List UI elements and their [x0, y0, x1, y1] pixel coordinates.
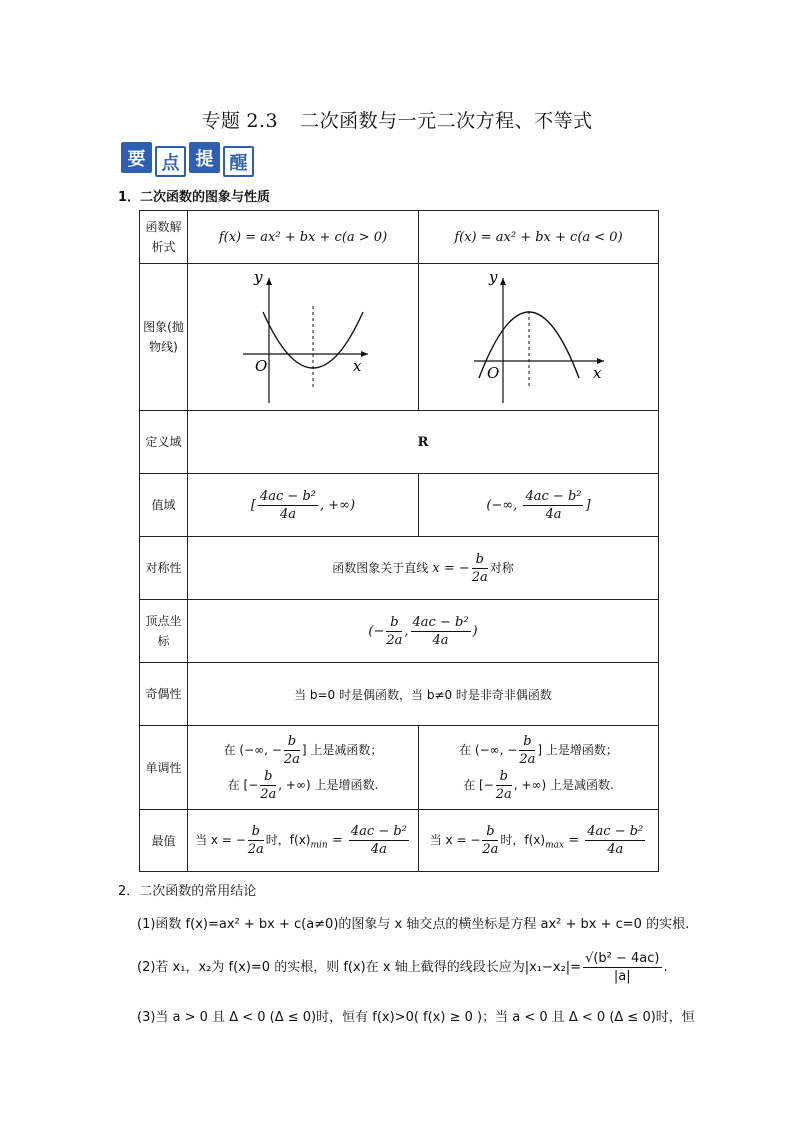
key-points-badge — [121, 142, 254, 173]
badge-char: 要 — [121, 142, 152, 173]
cell: f(x) = ax² + bx + c(a > 0) — [188, 211, 419, 264]
cell: 在 (−∞, − $\frac{b}{2a}$ ] 上是减函数； 在 [− $\frac{b}{2a}$ , +∞) 上是增函数. — [188, 726, 419, 810]
cell: 函数图象关于直线 x = − $\frac{b}{2a}$ 对称 — [188, 537, 659, 600]
row-label: 值域 — [140, 474, 188, 537]
properties-table — [139, 210, 659, 872]
cell: R — [188, 411, 659, 474]
table-row — [140, 264, 659, 411]
page-title: 专题 2.3 二次函数与一元二次方程、不等式 — [201, 110, 593, 132]
paragraph-2: (2)若 x₁，x₂为 f(x)=0 的实根，则 f(x)在 x 轴上截得的线段长应为|x₁−x₂|= $\frac{\text{√(b² − 4ac)}}{|a|}$ . — [137, 951, 668, 984]
cell: 当 x = − $\frac{b}{2a}$ 时，$f(x)_{min}$ = $\frac{\text{4ac − b²}}{4a}$ — [188, 810, 419, 872]
parabola-up-graph — [233, 266, 373, 404]
y-axis-label: y — [488, 268, 497, 286]
table-row — [140, 474, 659, 537]
section-heading-2: 2．二次函数的常用结论 — [118, 884, 257, 899]
row-label: 函数解析式 — [140, 211, 188, 264]
graph-downward-parabola — [419, 264, 659, 411]
origin-label: O — [486, 364, 499, 382]
section-heading-1: 1．二次函数的图象与性质 — [118, 190, 271, 205]
table-row — [140, 600, 659, 663]
y-axis-label: y — [254, 268, 263, 286]
origin-label: O — [255, 357, 268, 375]
cell: f(x) = ax² + bx + c(a < 0) — [419, 211, 659, 264]
table-row — [140, 411, 659, 474]
row-label: 奇偶性 — [140, 663, 188, 726]
x-axis-label: x — [353, 357, 362, 375]
parabola-down-graph — [469, 266, 609, 404]
paragraph-1: (1)函数 f(x)=ax² + bx + c(a≠0)的图象与 x 轴交点的横坐标是方程 ax² + bx + c=0 的实根. — [137, 917, 690, 932]
row-label: 单调性 — [140, 726, 188, 810]
paragraph-3: (3)当 a > 0 且 Δ < 0 (Δ ≤ 0)时，恒有 f(x)>0( f(x) ≥ 0 )；当 a < 0 且 Δ < 0 (Δ ≤ 0)时，恒 — [137, 1010, 695, 1025]
badge-char: 醒 — [223, 146, 254, 177]
row-label: 最值 — [140, 810, 188, 872]
cell: 在 (−∞, − $\frac{b}{2a}$ ] 上是增函数； 在 [− $\frac{b}{2a}$ , +∞) 上是减函数. — [419, 726, 659, 810]
badge-char: 点 — [155, 146, 186, 177]
row-label: 图象(抛物线) — [140, 264, 188, 411]
row-label: 对称性 — [140, 537, 188, 600]
cell: 当 b=0 时是偶函数，当 b≠0 时是非奇非偶函数 — [188, 663, 659, 726]
table-row — [140, 663, 659, 726]
cell: 当 x = − $\frac{b}{2a}$ 时，$f(x)_{max}$ = $\frac{\text{4ac − b²}}{4a}$ — [419, 810, 659, 872]
table-row — [140, 810, 659, 872]
cell: (− $\frac{b}{2a}$ , $\frac{\text{4ac − b²}}{4a}$ ) — [188, 600, 659, 663]
cell: [ $\frac{\text{4ac − b²}}{4a}$ , +∞) — [188, 474, 419, 537]
table-row — [140, 726, 659, 810]
x-axis-label: x — [592, 364, 601, 382]
badge-char: 提 — [189, 142, 220, 173]
table-row — [140, 537, 659, 600]
row-label: 定义域 — [140, 411, 188, 474]
row-label: 顶点坐标 — [140, 600, 188, 663]
cell: (−∞, $\frac{\text{4ac − b²}}{4a}$ ] — [419, 474, 659, 537]
table-row — [140, 211, 659, 264]
graph-upward-parabola — [188, 264, 419, 411]
